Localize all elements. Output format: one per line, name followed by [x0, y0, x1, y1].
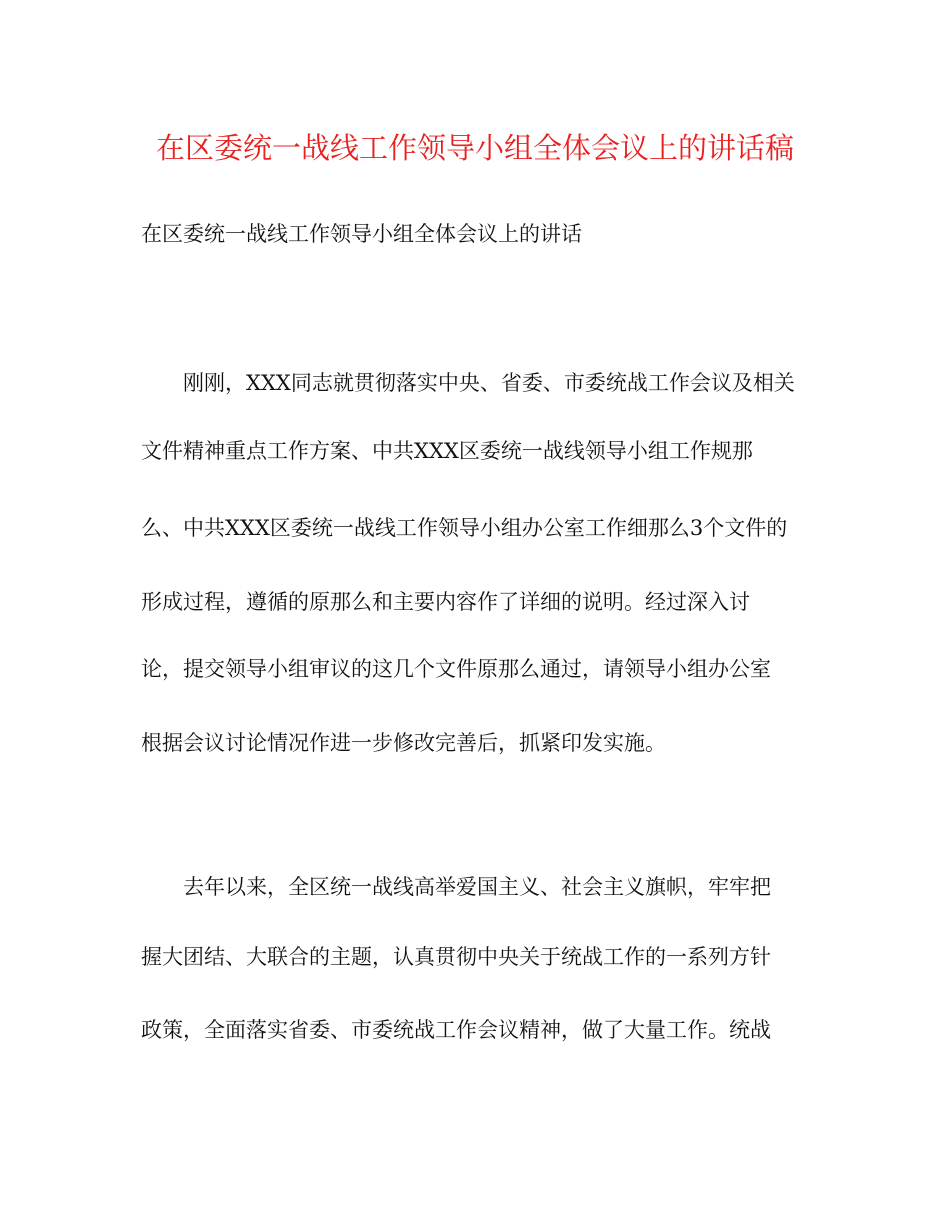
- paragraph2-line: 握大团结、大联合的主题，认真贯彻中央关于统战工作的一系列方针: [141, 945, 771, 969]
- paragraph1-line: 形成过程，遵循的原那么和主要内容作了详细的说明。经过深入讨: [141, 590, 750, 614]
- paragraph1-line: 刚刚，XXX同志就贯彻落实中央、省委、市委统战工作会议及相关: [183, 371, 795, 395]
- paragraph1-line: 论，提交领导小组审议的这几个文件原那么通过，请领导小组办公室: [141, 657, 771, 681]
- paragraph2-line: 政策，全面落实省委、市委统战工作会议精神，做了大量工作。统战: [141, 1018, 771, 1042]
- paragraph1-line: 文件精神重点工作方案、中共XXX区委统一战线领导小组工作规那: [141, 439, 753, 463]
- document-subtitle: 在区委统一战线工作领导小组全体会议上的讲话: [141, 222, 582, 246]
- paragraph1-line: 么、中共XXX区委统一战线工作领导小组办公室工作细那么3个文件的: [141, 516, 788, 540]
- paragraph2-line: 去年以来，全区统一战线高举爱国主义、社会主义旗帜，牢牢把: [183, 875, 771, 899]
- paragraph1-line: 根据会议讨论情况作进一步修改完善后，抓紧印发实施。: [141, 731, 666, 755]
- document-title: 在区委统一战线工作领导小组全体会议上的讲话稿: [155, 131, 794, 165]
